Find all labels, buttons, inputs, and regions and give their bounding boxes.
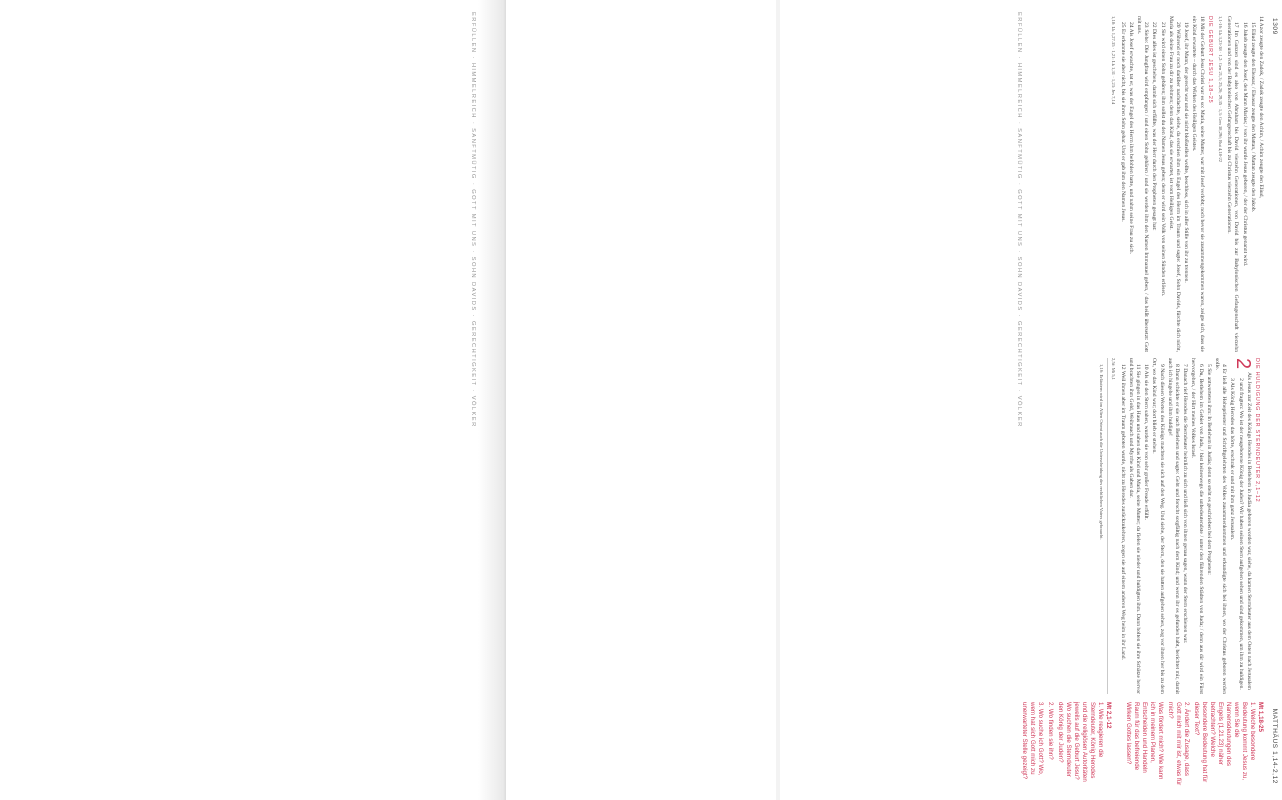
right-text-column-2	[1097, 358, 1264, 694]
verse-paragraph: 17 Im Ganzen sind es also von Abraham bis David vierzehn Generationen, von David bis zur Babylonischen Gefangenschaft vierzehn Generationen und von der Babylonischen Gefangenschaft bis zu Christus vierzehn Generationen.	[1226, 16, 1240, 352]
verse-text: Als Jesus zur Zeit des Königs Herodes in Betlehem in Judäa geboren worden war, siehe, da kamen Sterndeuter aus dem Osten nach Jerusalem	[1245, 372, 1252, 691]
right-sidebar-tag: Mt 1,18-25	[1257, 702, 1264, 732]
left-page	[230, 0, 506, 800]
chapter-number: 2	[1231, 358, 1254, 370]
footnote-rule	[1107, 358, 1108, 694]
right-sidebar-question: 1. Wie reagieren die Sterndeuter, König Herodes und die religiösen Autoritäten jeweils auf die Geburt Jesu? Wo suchen die Sterndeuter den König der Juden?	[1057, 702, 1104, 782]
section-heading-ref: 2,1–12	[1254, 481, 1260, 503]
verse-paragraph: 24 Als Josef erwachte, tat er, was der Engel des Herrn ihm befohlen hatte, und nahm seine Frau zu sich.	[1127, 22, 1134, 255]
verse-paragraph: 8 Dann schickte er sie nach Betlehem und sagte: Geht und forscht sorgfältig nach dem Kind; und wenn ihr es gefunden habt, berichtet mir, damit auch ich hingehe und ihm huldige!	[1166, 358, 1180, 694]
verse-paragraph: 10 Als sie den Stern sahen, wurden sie von sehr großer Freude erfüllt.	[1143, 364, 1150, 520]
verse-paragraph: 11 Sie gingen in das Haus und sahen das Kind und Maria, seine Mutter; da fielen sie nieder und huldigten ihm. Dann holten sie ihre Schätze hervor und brachten ihm Gold, Weihrauch und Myrrhe als Gaben dar.	[1127, 358, 1141, 694]
verse-paragraph: 25 Er erkannte sie aber nicht, bis sie ihren Sohn gebar. Und er gab ihm den Namen Jesus.	[1119, 22, 1126, 222]
verse-paragraph: 9 Nach diesen Worten des Königs machten sie sich auf den Weg. Und siehe, der Stern, den sie hatten aufgehen sehen, zog vor ihnen her bis zu dem Ort, wo das Kind war; dort blieb er stehen.	[1151, 358, 1165, 694]
cross-references: 1,18: Lk 1,27.35 · 1,21: Lk 1,31 · 1,23: Jes 7,14	[1111, 16, 1117, 105]
section-heading-text: DIE GEBURT JESU	[1206, 16, 1213, 77]
cross-references: 2,5f: Mi 5,1	[1111, 358, 1117, 380]
verse-paragraph: 6 Du, Betlehem im Gebiet von Juda, / bist keineswegs die unbedeutendste / unter den führenden Städten von Juda; / denn aus dir wird ein Fürst hervorgehen, / der Hirt meines Volkes Israel.	[1190, 358, 1204, 694]
verse-paragraph: 22 Dies alles ist geschehen, damit sich erfüllte, was der Herr durch den Propheten gesagt hat:	[1151, 22, 1158, 231]
section-heading	[1253, 358, 1260, 694]
right-sidebar-question: 3. Wo suche ich Gott? Wo, wem hat sich Gott mich zu unerwarteter Stelle gezeigt?	[1021, 702, 1044, 780]
right-page-number: 1309	[1271, 18, 1278, 35]
right-header-ref: MATTHÄUS 1,14-2,12	[1271, 708, 1278, 784]
right-page-edge	[776, 0, 780, 800]
verse-paragraph: 20 Während er noch darüber nachdachte, siehe, da erschien ihm ein Engel des Herrn im Traum und sagte: Josef, Sohn Davids, fürchte dich nicht, Maria als deine Frau zu dir zu nehmen; denn das Kind, das sie erwartet, ist vom Heiligen Geist.	[1167, 16, 1181, 352]
right-page-content	[1012, 12, 1282, 792]
left-footer-keywords: ERFÜLLEN · HIMMELREICH · SANFTMÜTIG · GOTT MIT UNS · SOHN DAVIDS · GERECHTIGKEIT · VÖLKER	[470, 12, 476, 428]
verse-paragraph: 5 Sie antworteten ihm: In Betlehem in Judäa; denn so steht es geschrieben bei dem Propheten:	[1205, 364, 1212, 575]
right-footer-keywords: ERFÜLLEN · HIMMELREICH · SANFTMÜTIG · GOTT MIT UNS · SOHN DAVIDS · GERECHTIGKEIT · VÖLKER	[1016, 12, 1022, 428]
left-page-footer	[466, 12, 478, 792]
right-sidebar-tag: Mt 2,1-12	[1105, 702, 1112, 729]
right-page	[506, 0, 1278, 800]
verse-paragraph: 14 Azor zeugte den Zadok, / Zadok zeugte den Achim, / Achim zeugte den Eliud,	[1258, 16, 1264, 198]
right-sidebar-question: 2. Ändert die Zusage, dass Gott mich mit mir ist, etwas für mich?	[1167, 702, 1190, 786]
section-heading	[1206, 16, 1213, 352]
right-text-column-1	[1109, 16, 1264, 352]
verse-paragraph: 21 Sie wird einen Sohn gebären; ihm sollst du den Namen Jesus geben; denn er wird sein Volk von seinen Sünden erlösen.	[1159, 22, 1166, 297]
right-sidebar-question: 2. Wo finden sie ihn?	[1047, 702, 1054, 760]
right-sidebar-questions-1	[1018, 702, 1264, 786]
verse-paragraph: 7 Danach rief Herodes die Sterndeuter heimlich zu sich und ließ sich von ihnen genau sagen, wann der Stern erschienen war.	[1182, 364, 1189, 644]
verse-paragraph: 23 Siehe: Die Jungfrau wird empfangen / und einen Sohn gebären / und sie werden ihm den Namen Immanuel geben, / das heißt übersetzt: Gott mit uns.	[1135, 16, 1150, 352]
verse-paragraph: 2 und fragten: Wo ist der neugeborene König der Juden? Wir haben seinen Stern aufgehen sehen und sind gekommen, um ihm zu huldigen.	[1237, 378, 1244, 690]
verse-paragraph: 16 Jakob zeugte den Josef, den Mann Marias; / von ihr wurde Jesus geboren, / der der Christus genannt wird.	[1241, 22, 1248, 267]
cross-references: 1,1-16: Lk 3,23-38 · 1,2: Gen 21,3; 25,26; 29,35 · 1,3: Gen 38,29f; Rut 4,18-22	[1217, 16, 1223, 163]
right-sidebar-question: Was fördert mich? Wie kann ich in meinem Planen, Entscheiden und Handeln Raum für das befreiende Wirken Gottes lassen?	[1125, 702, 1164, 780]
right-page-header	[1266, 12, 1282, 792]
footnote: 1,16: Erläutern wird im Alten Orient auch die Unterscheidung des rechtlichen Vaters gebraucht.	[1099, 364, 1105, 540]
section-heading-text: DIE HULDIGUNG DER STERNDEUTER	[1254, 358, 1260, 479]
verse-paragraph: 4 Er ließ alle Hohepriester und Schriftgelehrten des Volkes zusammenkommen und erkundigte sich bei ihnen, wo der Christus geboren werden solle.	[1213, 358, 1228, 694]
right-sidebar-question: 1. Welche besondere Bedeutung kommt Jesus zu, wenn Sie die Namensdeutungen des Engels (1,21.23) näher betrachten? Welche besondere Bedeutung hat für dieser Text?	[1193, 702, 1256, 783]
verse-paragraph: 12 Weil ihnen aber im Traum geboten wurde, nicht zu Herodes zurückzukehren, zogen sie auf einem anderen Weg heim in ihr Land.	[1119, 364, 1126, 660]
verse-paragraph: 19 Josef, ihr Mann, der gerecht war und sie nicht bloßstellen wollte, beschloss, sich in aller Stille von ihr zu trennen.	[1183, 22, 1190, 283]
verse-paragraph: 3 Als König Herodes das hörte, erschrak er und mit ihm ganz Jerusalem.	[1229, 378, 1236, 541]
verse-paragraph: 18 Mit der Geburt Jesu Christi war es so: Maria, seine Mutter, war mit Josef verlobt; noch bevor sie zusammengekommen waren, zeigte sich, dass sie ein Kind erwartete – durch das Wirken des Heiligen Geistes.	[1191, 16, 1205, 352]
section-heading-ref: 1,18–25	[1206, 78, 1213, 104]
verse-paragraph: 15 Eliud zeugte den Eleasar, / Eleasar zeugte den Mattan, / Mattan zeugte den Jakob.	[1249, 22, 1256, 213]
right-page-footer	[1012, 12, 1024, 792]
